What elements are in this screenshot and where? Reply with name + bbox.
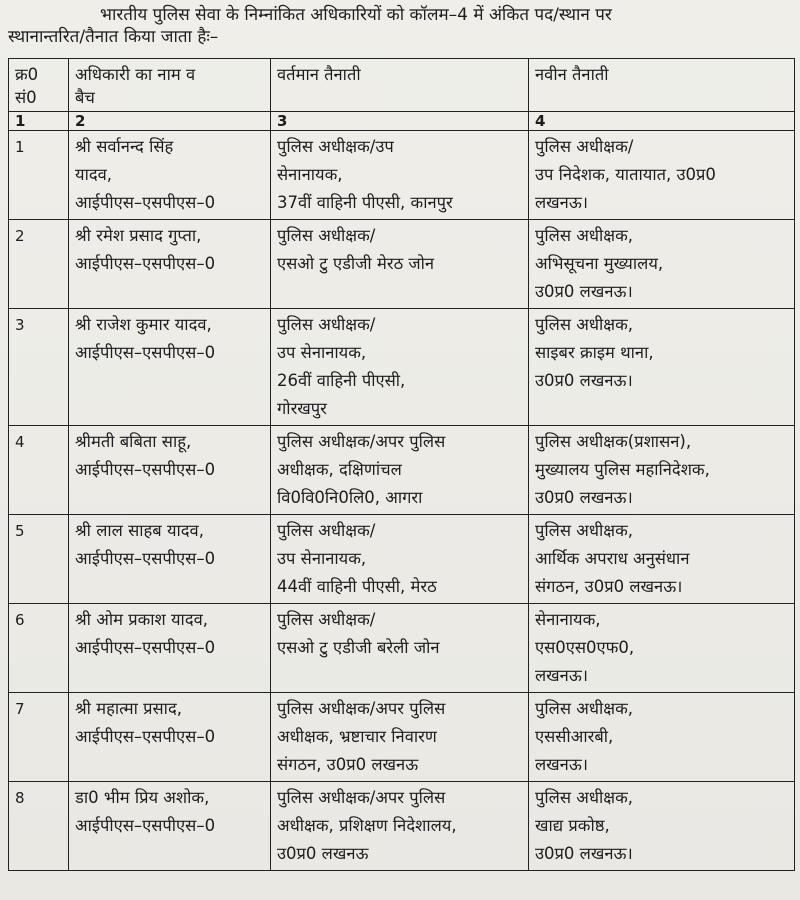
cell-text-line: खाद्य प्रकोष्ठ, [535, 816, 610, 835]
officer-name-cell [69, 782, 271, 871]
cell-text-line: उ0प्र0 लखनऊ [277, 844, 369, 863]
cell-text-line: उप सेनानायक, [277, 343, 367, 362]
new-posting-cell [529, 426, 795, 515]
cell-text-line: श्री राजेश कुमार यादव, [75, 315, 212, 334]
current-posting-cell [271, 131, 529, 220]
cell-text-line: आईपीएस–एसपीएस–0 [75, 549, 216, 568]
table-body [9, 131, 795, 871]
cell-text-line: पुलिस अधीक्षक, [535, 521, 634, 540]
new-posting-cell [529, 604, 795, 693]
cell-text-line: आईपीएस–एसपीएस–0 [75, 343, 216, 362]
cell-text-line: आर्थिक अपराध अनुसंधान [535, 549, 690, 568]
cell-text-line: पुलिस अधीक्षक/ [277, 521, 376, 540]
cell-text-line: पुलिस अधीक्षक/ [277, 315, 376, 334]
cell-text-line: उ0प्र0 लखनऊ। [535, 488, 633, 507]
current-posting-cell [271, 604, 529, 693]
table-row [9, 220, 795, 309]
cell-text-line: श्री रमेश प्रसाद गुप्ता, [75, 226, 202, 245]
cell-text-line: सेनानायक, [277, 165, 343, 184]
officer-name-cell [69, 693, 271, 782]
serial-number-cell: 5 [9, 515, 69, 604]
new-posting-cell [529, 131, 795, 220]
table-header-row [9, 59, 795, 112]
cell-text-line: 26वीं वाहिनी पीएसी, [277, 371, 406, 390]
column-number: 4 [529, 112, 795, 131]
cell-text-line: मुख्यालय पुलिस महानिदेशक, [535, 460, 710, 479]
cell-text-line: पुलिस अधीक्षक, [535, 226, 634, 245]
current-posting-cell [271, 309, 529, 426]
current-posting-cell [271, 515, 529, 604]
officer-name-cell [69, 426, 271, 515]
intro-line-1: भारतीय पुलिस सेवा के निम्नांकित अधिकारियों को कॉलम–4 में अंकित पद/स्थान पर [100, 5, 612, 25]
table-row [9, 693, 795, 782]
new-posting-cell [529, 515, 795, 604]
cell-text-line: लखनऊ। [535, 755, 589, 774]
cell-text-line: यादव, [75, 165, 113, 184]
header-name: अधिकारी का नाम व बैच [69, 59, 271, 112]
cell-text-line: उप सेनानायक, [277, 549, 367, 568]
new-posting-cell [529, 220, 795, 309]
cell-text-line: 37वीं वाहिनी पीएसी, कानपुर [277, 193, 453, 212]
current-posting-cell [271, 426, 529, 515]
cell-text-line: संगठन, उ0प्र0 लखनऊ [277, 755, 419, 774]
cell-text-line: उप निदेशक, यातायात, उ0प्र0 [535, 165, 716, 184]
cell-text-line: उ0प्र0 लखनऊ। [535, 844, 633, 863]
cell-text-line: संगठन, उ0प्र0 लखनऊ। [535, 577, 683, 596]
table-row [9, 131, 795, 220]
current-posting-cell [271, 220, 529, 309]
cell-text-line: आईपीएस–एसपीएस–0 [75, 638, 216, 657]
cell-text-line: पुलिस अधीक्षक/उप [277, 137, 394, 156]
serial-number-cell: 4 [9, 426, 69, 515]
cell-text-line: पुलिस अधीक्षक/ [535, 137, 634, 156]
cell-text-line: पुलिस अधीक्षक, [535, 788, 634, 807]
officer-name-cell [69, 309, 271, 426]
officer-name-cell [69, 515, 271, 604]
intro-paragraph [8, 4, 794, 48]
officer-name-cell [69, 131, 271, 220]
cell-text-line: अधीक्षक, दक्षिणांचल [277, 460, 402, 479]
serial-number-cell: 1 [9, 131, 69, 220]
cell-text-line: आईपीएस–एसपीएस–0 [75, 727, 216, 746]
transfer-table [8, 58, 795, 871]
cell-text-line: अधीक्षक, प्रशिक्षण निदेशालय, [277, 816, 457, 835]
serial-number-cell: 3 [9, 309, 69, 426]
column-number: 3 [271, 112, 529, 131]
table-row [9, 604, 795, 693]
header-current-posting: वर्तमान तैनाती [271, 59, 529, 112]
cell-text-line: आईपीएस–एसपीएस–0 [75, 254, 216, 273]
cell-text-line: पुलिस अधीक्षक/अपर पुलिस [277, 788, 446, 807]
cell-text-line: गोरखपुर [277, 399, 327, 418]
cell-text-line: डा0 भीम प्रिय अशोक, [75, 788, 210, 807]
cell-text-line: पुलिस अधीक्षक/अपर पुलिस [277, 432, 446, 451]
cell-text-line: पुलिस अधीक्षक, [535, 315, 634, 334]
table-row [9, 309, 795, 426]
cell-text-line: लखनऊ। [535, 666, 589, 685]
cell-text-line: आईपीएस–एसपीएस–0 [75, 816, 216, 835]
table-row [9, 782, 795, 871]
cell-text-line: उ0प्र0 लखनऊ। [535, 282, 633, 301]
cell-text-line: एस0एस0एफ0, [535, 638, 635, 657]
serial-number-cell: 6 [9, 604, 69, 693]
cell-text-line: उ0प्र0 लखनऊ। [535, 371, 633, 390]
cell-text-line: अभिसूचना मुख्यालय, [535, 254, 664, 273]
serial-number-cell: 2 [9, 220, 69, 309]
cell-text-line: पुलिस अधीक्षक, [535, 699, 634, 718]
cell-text-line: लखनऊ। [535, 193, 589, 212]
serial-number-cell: 8 [9, 782, 69, 871]
new-posting-cell [529, 693, 795, 782]
column-number: 1 [9, 112, 69, 131]
column-number-row [9, 112, 795, 131]
table-row [9, 515, 795, 604]
cell-text-line: श्रीमती बबिता साहू, [75, 432, 192, 451]
cell-text-line: पुलिस अधीक्षक/ [277, 226, 376, 245]
cell-text-line: एससीआरबी, [535, 727, 614, 746]
header-serial: क्र0 सं0 [9, 59, 69, 112]
cell-text-line: श्री महात्मा प्रसाद, [75, 699, 182, 718]
cell-text-line: सेनानायक, [535, 610, 601, 629]
header-new-posting: नवीन तैनाती [529, 59, 795, 112]
cell-text-line: 44वीं वाहिनी पीएसी, मेरठ [277, 577, 437, 596]
table-row [9, 426, 795, 515]
new-posting-cell [529, 309, 795, 426]
intro-line-2: स्थानान्तरित/तैनात किया जाता हैः– [8, 27, 219, 47]
cell-text-line: आईपीएस–एसपीएस–0 [75, 193, 216, 212]
cell-text-line: एसओ टु एडीजी मेरठ जोन [277, 254, 435, 273]
cell-text-line: पुलिस अधीक्षक/अपर पुलिस [277, 699, 446, 718]
current-posting-cell [271, 782, 529, 871]
cell-text-line: श्री लाल साहब यादव, [75, 521, 204, 540]
cell-text-line: आईपीएस–एसपीएस–0 [75, 460, 216, 479]
cell-text-line: श्री सर्वानन्द सिंह [75, 137, 174, 156]
cell-text-line: एसओ टु एडीजी बरेली जोन [277, 638, 440, 657]
officer-name-cell [69, 220, 271, 309]
cell-text-line: साइबर क्राइम थाना, [535, 343, 654, 362]
column-number: 2 [69, 112, 271, 131]
serial-number-cell: 7 [9, 693, 69, 782]
cell-text-line: पुलिस अधीक्षक/ [277, 610, 376, 629]
current-posting-cell [271, 693, 529, 782]
new-posting-cell [529, 782, 795, 871]
cell-text-line: श्री ओम प्रकाश यादव, [75, 610, 209, 629]
officer-name-cell [69, 604, 271, 693]
cell-text-line: अधीक्षक, भ्रष्टाचार निवारण [277, 727, 437, 746]
cell-text-line: पुलिस अधीक्षक(प्रशासन), [535, 432, 692, 451]
cell-text-line: वि0वि0नि0लि0, आगरा [277, 488, 423, 507]
